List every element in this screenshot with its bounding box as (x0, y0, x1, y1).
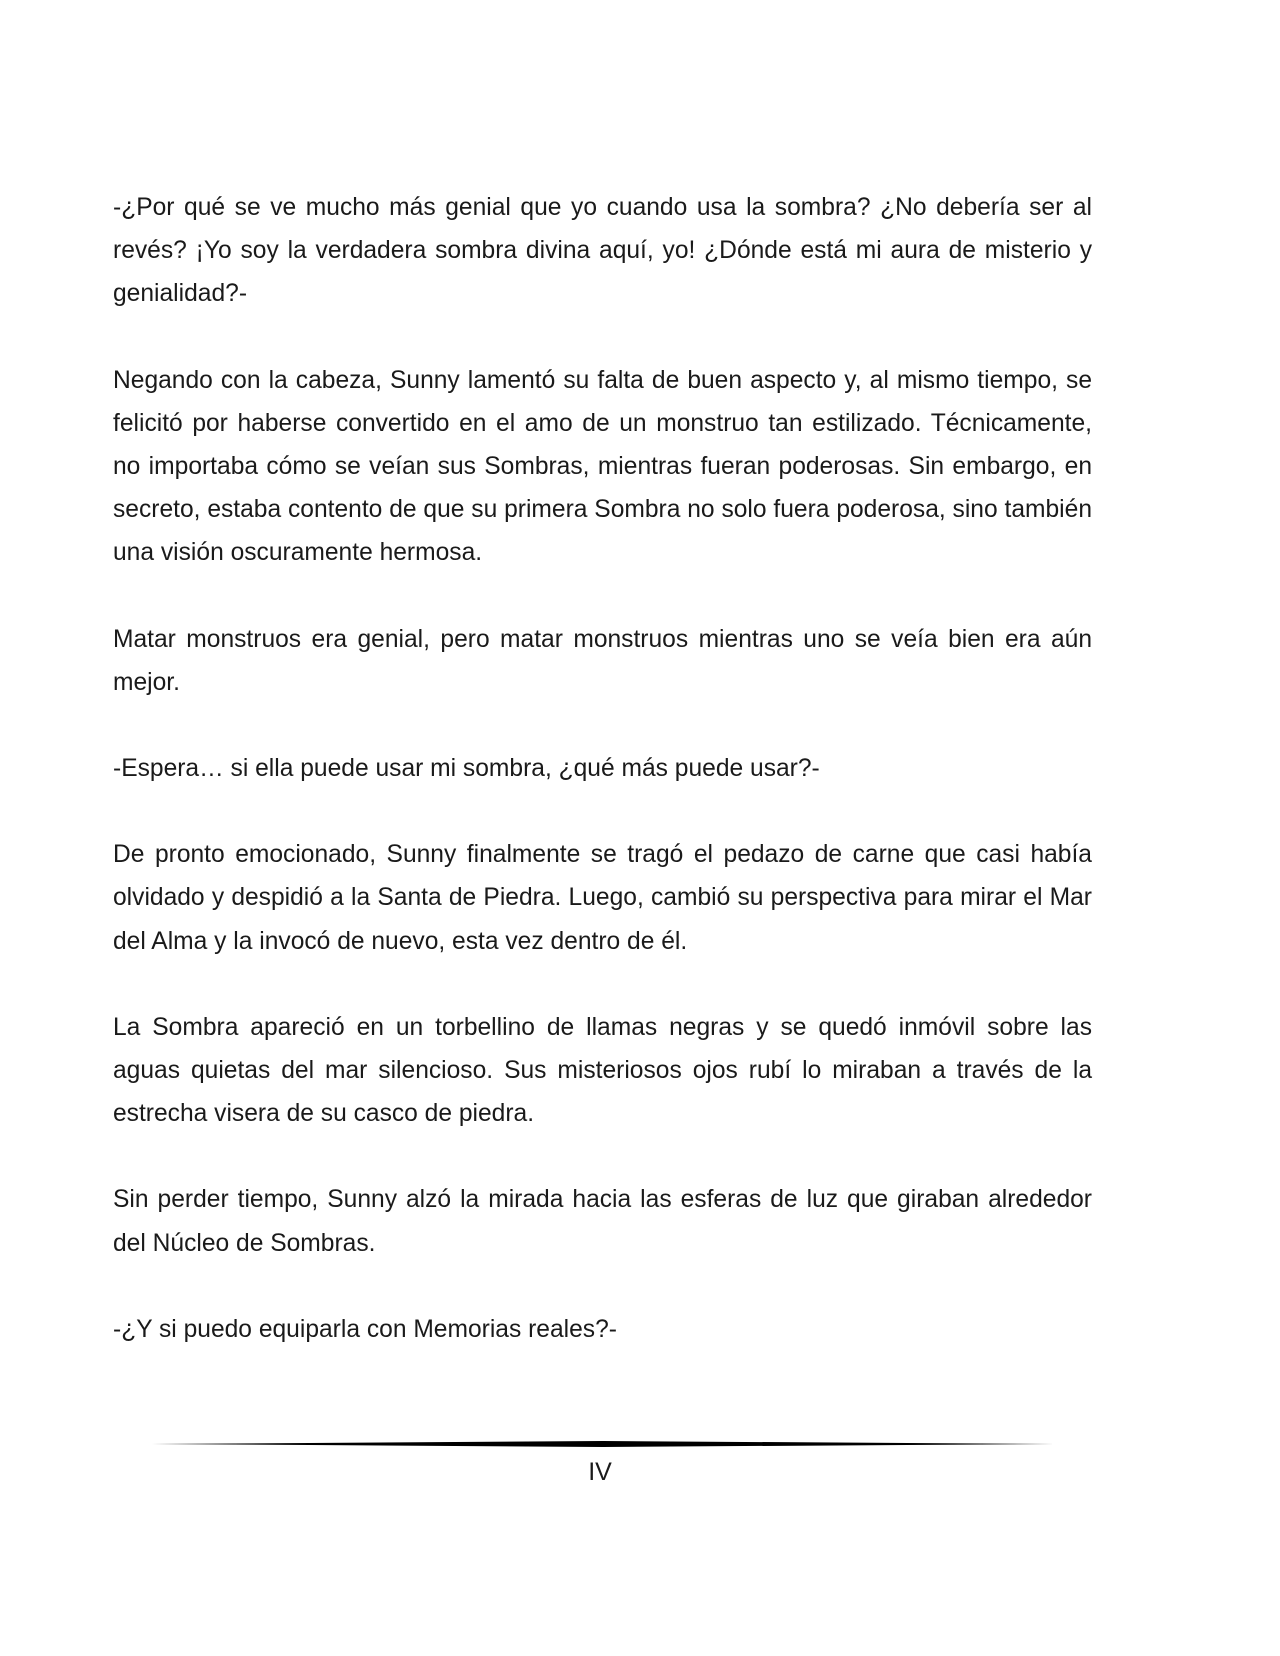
paragraph-8: -¿Y si puedo equiparla con Memorias reales?- (113, 1315, 617, 1343)
footer-divider (152, 1438, 1054, 1450)
paragraph-2: Negando con la cabeza, Sunny lamentó su falta de buen aspecto y, al mismo tiempo, se felicitó por haberse convertido en el amo de un monstruo tan estilizado. Técnicamente, no importaba cómo se veían sus Sombras, mientras fueran poderosas. Sin embargo, en secreto, estaba contento de que su primera Sombra no solo fuera poderosa, sino también una visión oscuramente hermosa. (113, 366, 1092, 567)
paragraph-3: Matar monstruos era genial, pero matar monstruos mientras uno se veía bien era aún mejor. (113, 625, 1092, 696)
footer-divider-stroke (152, 1441, 1054, 1447)
page-number: IV (588, 1458, 612, 1486)
body-text (113, 186, 1092, 1394)
paragraph-6: La Sombra apareció en un torbellino de llamas negras y se quedó inmóvil sobre las aguas quietas del mar silencioso. Sus misteriosos ojos rubí lo miraban a través de la estrecha visera de su casco de piedra. (113, 1013, 1092, 1128)
paragraph-5: De pronto emocionado, Sunny finalmente se tragó el pedazo de carne que casi había olvidado y despidió a la Santa de Piedra. Luego, cambió su perspectiva para mirar el Mar del Alma y la invocó de nuevo, esta vez dentro de él. (113, 841, 1092, 955)
paragraph-1: -¿Por qué se ve mucho más genial que yo cuando usa la sombra? ¿No debería ser al revés? ¡Yo soy la verdadera sombra divina aquí, yo! ¿Dónde está mi aura de misterio y genialidad?- (113, 194, 1092, 308)
paragraph-7: Sin perder tiempo, Sunny alzó la mirada hacia las esferas de luz que giraban alrededor del Núcleo de Sombras. (113, 1186, 1092, 1257)
paragraph-4: -Espera… si ella puede usar mi sombra, ¿qué más puede usar?- (113, 755, 820, 783)
